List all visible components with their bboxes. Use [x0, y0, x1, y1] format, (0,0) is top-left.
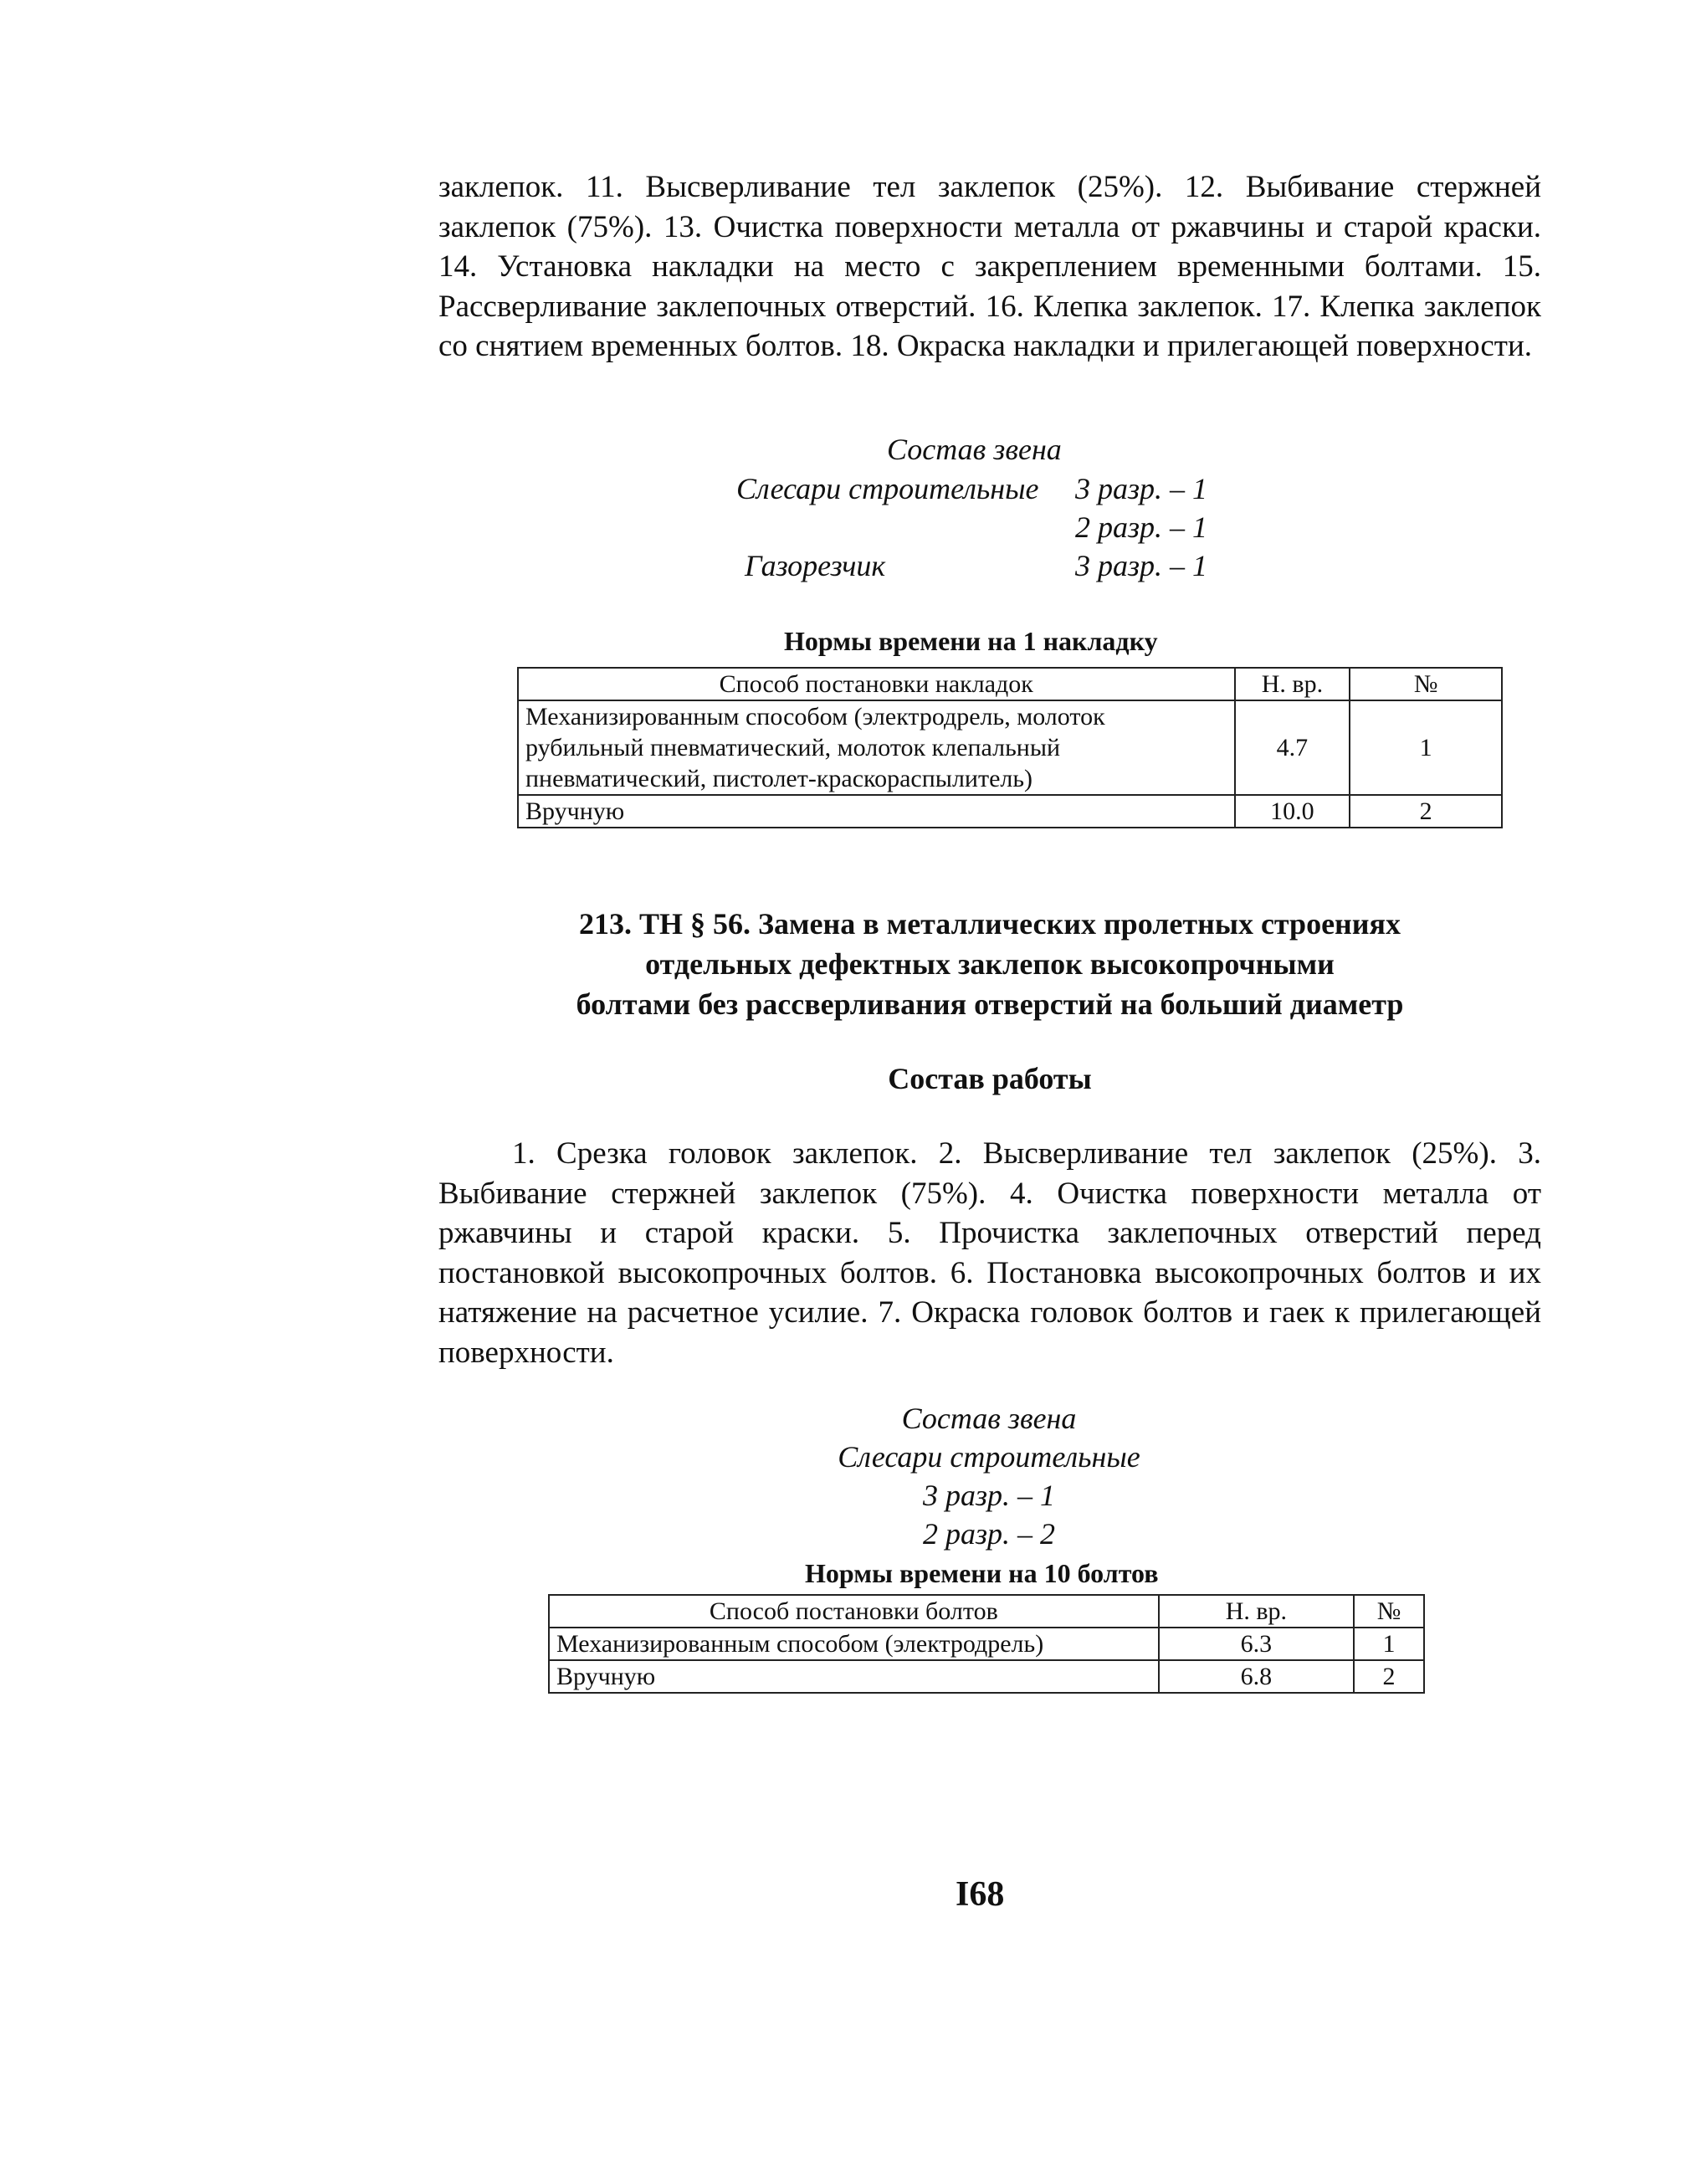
table1-header-method: Способ постановки накладок — [518, 668, 1235, 700]
table-row — [518, 700, 1502, 795]
section-title — [438, 904, 1541, 1024]
table2-row2-time: 6.8 — [1159, 1660, 1354, 1693]
table2-header-method: Способ постановки болтов — [549, 1595, 1159, 1628]
table1-time-norms — [517, 667, 1503, 828]
work-paragraph: 1. Срезка головок заклепок. 2. Высверливание тел заклепок (25%). 3. Выбивание стержней заклепок (75%). 4. Очистка поверхности металла от ржавчины и старой краски. 5. Прочистка заклепочных отверстий перед постановкой высокопрочных болтов. 6. Постановка высокопрочных болтов и их натяжение на расчетное усилие. 7. Окраска головок болтов и гаек к прилегающей поверхности. — [438, 1136, 1541, 1370]
section-title-line1: 213. ТН § 56. Замена в металлических пролетных строениях — [578, 907, 1401, 941]
section-title-line2: отдельных дефектных заклепок высокопрочными — [645, 947, 1335, 981]
crew1-grade-2: 2 разр. – 1 — [1075, 510, 1208, 544]
table1-row2-time: 10.0 — [1235, 795, 1350, 828]
table1-header-no: № — [1350, 668, 1502, 700]
crew2-grade-2: 2 разр. – 2 — [922, 1517, 1056, 1551]
table1-row1-method: Механизированным способом (электродрель, молоток рубильный пневматический, молоток клепальный пневматический, пистолет-краскораспылитель) — [518, 700, 1235, 795]
table2-header-no: № — [1354, 1595, 1424, 1628]
page-number: I68 — [956, 1875, 1005, 1914]
table2-header-row — [549, 1595, 1424, 1628]
crew2-title: Состав звена — [901, 1402, 1077, 1435]
table1-row1-time: 4.7 — [1235, 700, 1350, 795]
crew2-block — [753, 1399, 1225, 1553]
table2-row2-no: 2 — [1354, 1660, 1424, 1693]
table2-row1-time: 6.3 — [1159, 1628, 1354, 1660]
table1-row2-method: Вручную — [518, 795, 1235, 828]
table1-row2-no: 2 — [1350, 795, 1502, 828]
table2-row1-no: 1 — [1354, 1628, 1424, 1660]
table2-header-time: Н. вр. — [1159, 1595, 1354, 1628]
table2-row1-method: Механизированным способом (электродрель) — [549, 1628, 1159, 1660]
section-title-line3: болтами без рассверливания отверстий на больший диаметр — [576, 987, 1404, 1021]
table2-row2-method: Вручную — [549, 1660, 1159, 1693]
intro-paragraph: заклепок. 11. Высверливание тел заклепок (25%). 12. Выбивание стержней заклепок (75%). 13. Очистка поверхности металла от ржавчины и старой краски. 14. Установка накладки на место с закреплением временными болтами. 15. Рассверливание заклепочных отверстий. 16. Клепка заклепок. 17. Клепка заклепок со снятием временных болтов. 18. Окраска накладки и прилегающей поверхности. — [438, 170, 1541, 363]
table1-header-row — [518, 668, 1502, 700]
table-row — [518, 795, 1502, 828]
crew1-role-locksmiths: Слесари строительные — [736, 472, 1039, 505]
crew2-grade-3: 3 разр. – 1 — [922, 1479, 1056, 1512]
crew1-title: Состав звена — [887, 433, 1062, 466]
table-row — [549, 1628, 1424, 1660]
work-composition-title: Состав работы — [888, 1062, 1092, 1095]
table1-header-time: Н. вр. — [1235, 668, 1350, 700]
table2-caption: Нормы времени на 10 болтов — [805, 1558, 1159, 1588]
table1-row1-no: 1 — [1350, 700, 1502, 795]
crew1-role-gas-cutter: Газорезчик — [745, 549, 886, 582]
table-row — [549, 1660, 1424, 1693]
crew1-gas-cutter-grade: 3 разр. – 1 — [1075, 549, 1208, 582]
crew2-role: Слесари строительные — [838, 1440, 1140, 1474]
crew1-grade-3: 3 разр. – 1 — [1075, 472, 1208, 505]
table2-time-norms — [548, 1594, 1425, 1694]
table1-caption: Нормы времени на 1 накладку — [784, 626, 1158, 656]
